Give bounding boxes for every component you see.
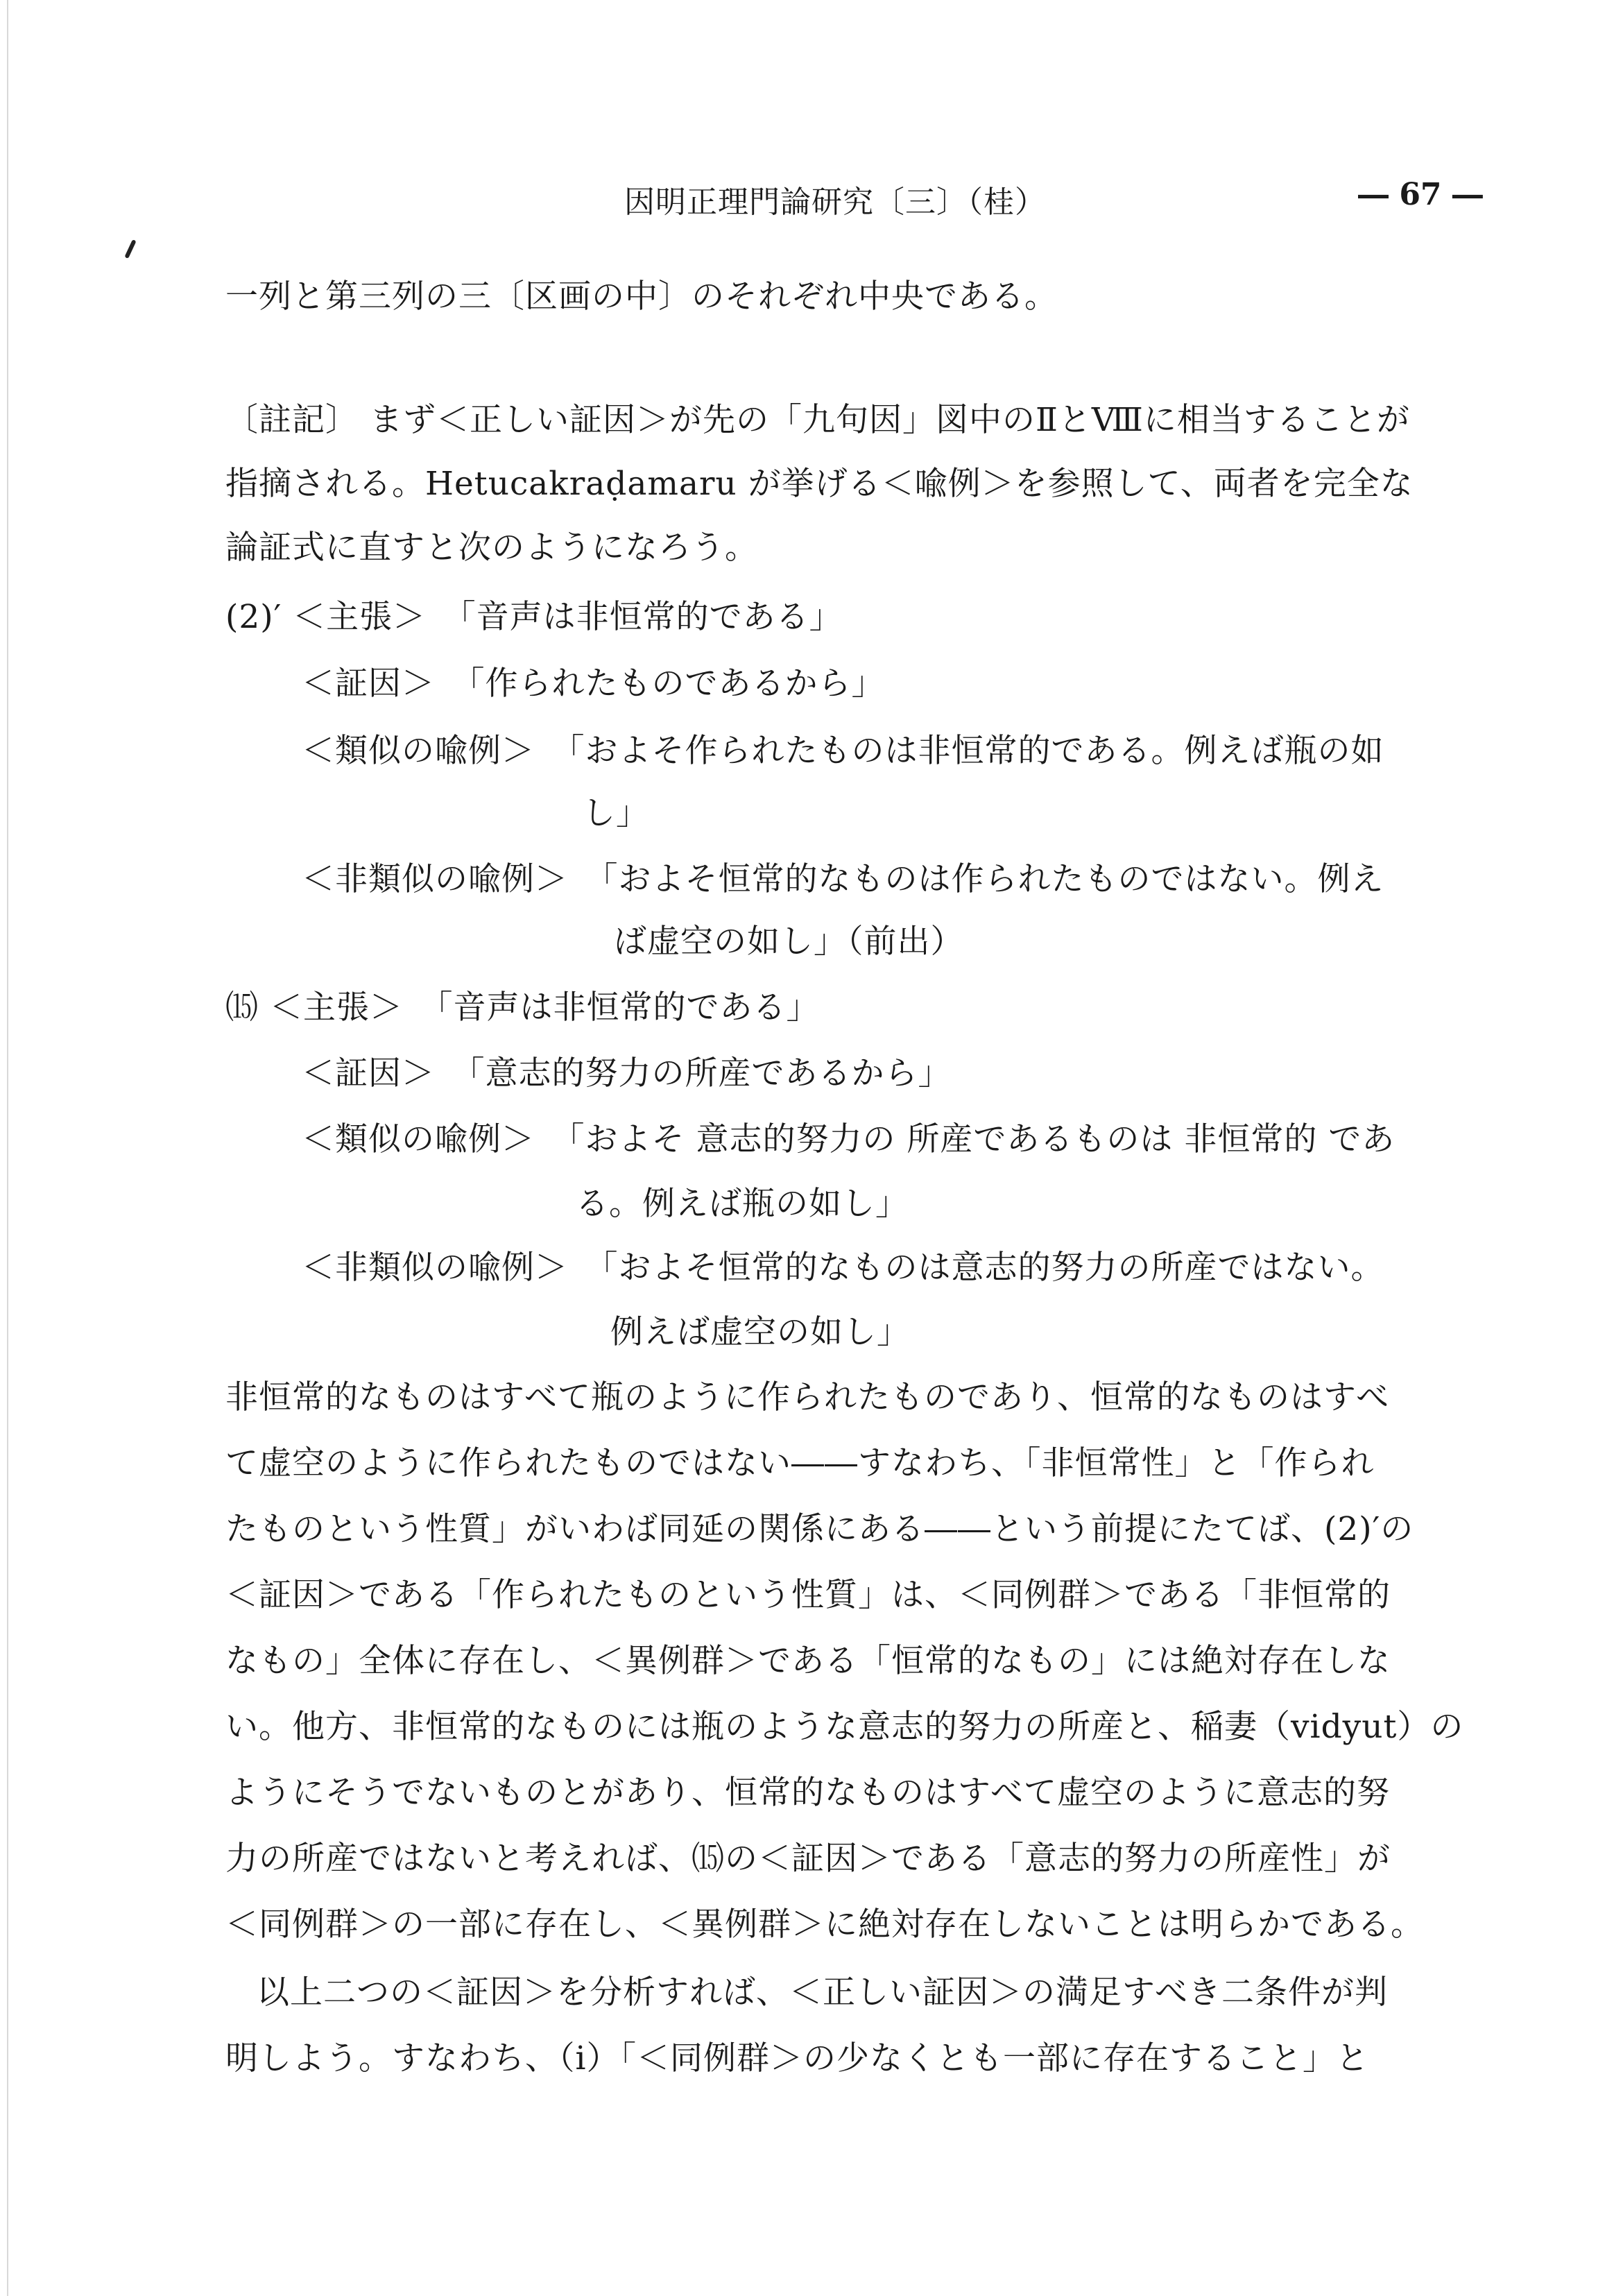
- text-line: て虚空のように作られたものではない――すなわち、「非恒常性」と「作られ: [225, 1444, 1375, 1482]
- text-line: し」: [583, 794, 649, 832]
- text-line: 例えば虚空の如し」: [610, 1313, 910, 1351]
- text-line: なもの」全体に存在し、＜異例群＞である「恒常的なもの」には絶対存在しな: [225, 1642, 1391, 1680]
- text-line: い。他方、非恒常的なものには瓶のような意志的努力の所産と、稲妻（vidyut）の: [225, 1708, 1464, 1746]
- text-line: ＜証因＞ 「意志的努力の所産であるから」: [302, 1054, 952, 1093]
- text-line: たものという性質」がいわば同延の関係にある――という前提にたてば、(2)′の: [225, 1510, 1414, 1548]
- text-line: (2)′ ＜主張＞ 「音声は非恒常的である」: [225, 598, 843, 636]
- text-line: ⒂ ＜主張＞ 「音声は非恒常的である」: [225, 988, 820, 1027]
- text-line: ＜類似の喩例＞ 「およそ作られたものは非恒常的である。例えば瓶の如: [302, 732, 1384, 770]
- text-line: 非恒常的なものはすべて瓶のように作られたものであり、恒常的なものはすべ: [225, 1378, 1390, 1416]
- text-line: 以上二つの＜証因＞を分析すれば、＜正しい証因＞の満足すべき二条件が判: [257, 1973, 1389, 2012]
- text-line: 〔註記〕 まず＜正しい証因＞が先の「九句因」図中のⅡとⅧに相当することが: [225, 401, 1410, 439]
- text-line: 明しよう。すなわち、（ⅰ）「＜同例群＞の少なくとも一部に存在すること」と: [225, 2039, 1370, 2077]
- text-line: ＜証因＞ 「作られたものであるから」: [302, 665, 885, 703]
- text-line: 論証式に直すと次のようになろう。: [225, 529, 758, 567]
- text-line: ＜非類似の喩例＞ 「およそ恒常的なものは意志的努力の所産ではない。: [302, 1249, 1384, 1287]
- text-line: ＜証因＞である「作られたものという性質」は、＜同例群＞である「非恒常的: [225, 1576, 1391, 1614]
- page-number: ― 67 ―: [1358, 177, 1483, 212]
- text-line: 指摘される。Hetucakraḍamaru が挙げる＜喩例＞を参照して、両者を完全な: [225, 465, 1414, 503]
- text-line: 一列と第三列の三〔区画の中〕のそれぞれ中央である。: [225, 277, 1058, 316]
- text-line: ＜同例群＞の一部に存在し、＜異例群＞に絶対存在しないことは明らかである。: [225, 1905, 1424, 1944]
- margin-pencil-mark: [124, 239, 136, 259]
- text-line: る。例えば瓶の如し」: [576, 1185, 909, 1223]
- running-header-title: 因明正理門論研究〔三〕（桂）: [624, 185, 1046, 220]
- text-line: ＜非類似の喩例＞ 「およそ恒常的なものは作られたものではない。例え: [302, 860, 1384, 898]
- text-line: ＜類似の喩例＞ 「およそ 意志的努力の 所産であるものは 非恒常的 であ: [302, 1120, 1396, 1158]
- text-line: 力の所産ではないと考えれば、⒂の＜証因＞である「意志的努力の所産性」が: [225, 1840, 1391, 1878]
- text-line: ようにそうでないものとがあり、恒常的なものはすべて虚空のように意志的努: [225, 1774, 1391, 1812]
- text-line: ば虚空の如し」（前出）: [614, 923, 964, 961]
- scan-edge-line: [7, 0, 8, 2296]
